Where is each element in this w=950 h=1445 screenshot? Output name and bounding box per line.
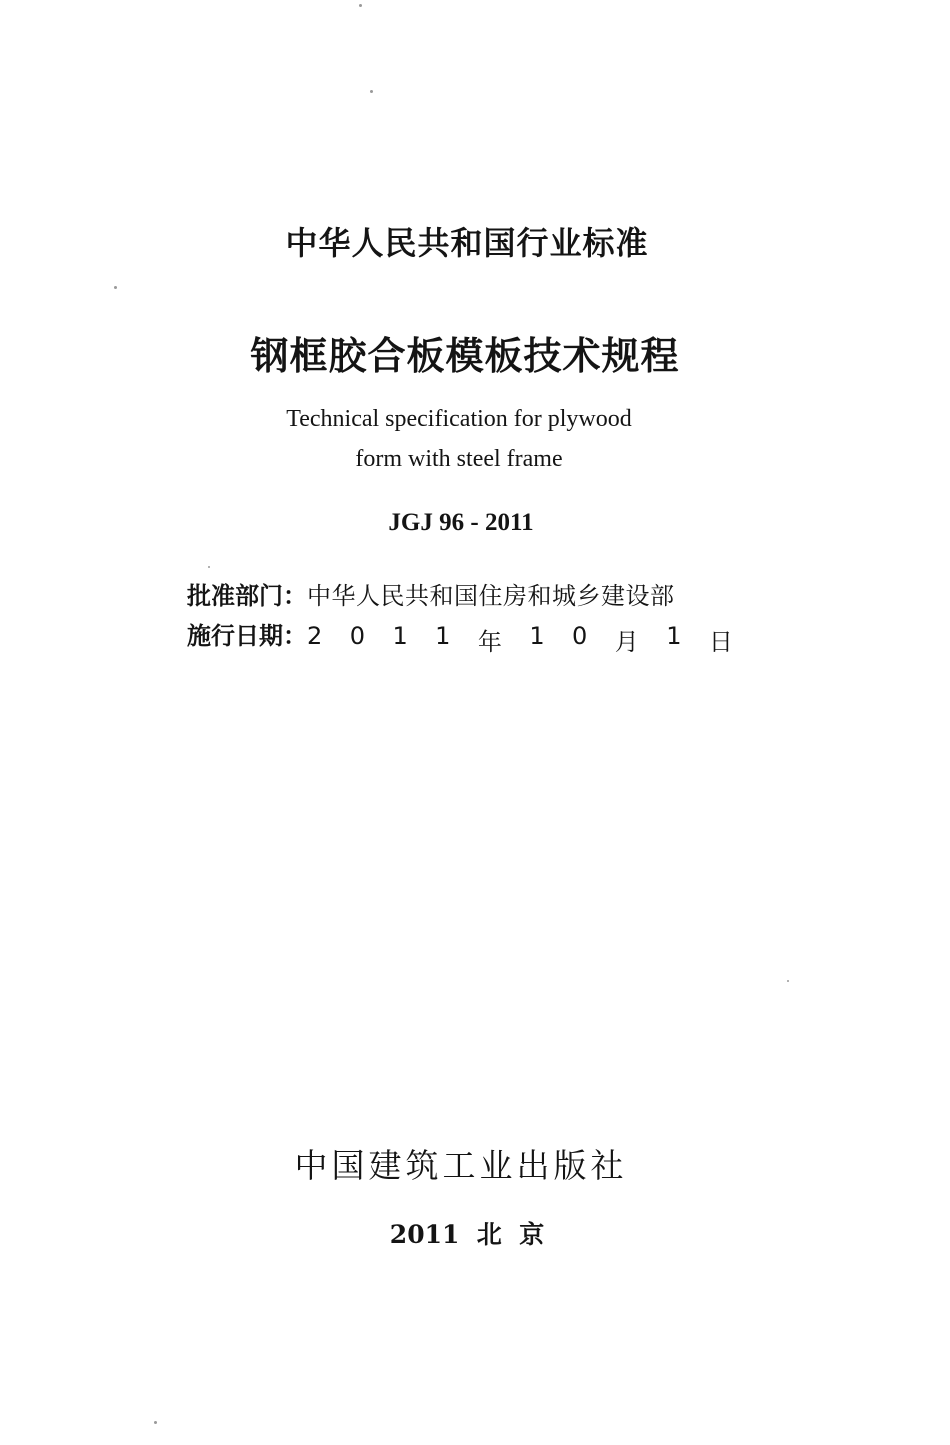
date-char: 2	[307, 622, 323, 650]
date-char: 月	[614, 628, 639, 656]
scan-speck	[787, 980, 789, 982]
publisher-name: 中国建筑工业出版社	[294, 1146, 628, 1185]
document-title-chinese: 钢框胶合板模板技术规程	[250, 334, 680, 378]
scan-speck	[114, 286, 117, 289]
scan-speck	[370, 90, 373, 93]
date-char: 0	[349, 622, 365, 650]
industry-standard-heading: 中华人民共和国行业标准	[285, 224, 649, 262]
standard-code: JGJ 96 - 2011	[388, 509, 534, 536]
publication-year-city: 2011 北 京	[389, 1220, 545, 1249]
document-title-english-line-2: form with steel frame	[355, 446, 563, 472]
date-char: 1	[392, 622, 408, 650]
approval-department-row	[187, 576, 733, 611]
implementation-date-value	[307, 622, 733, 657]
scan-speck	[208, 566, 210, 568]
date-char: 1	[435, 622, 451, 650]
date-char: 0	[572, 622, 588, 650]
implementation-date-label: 施行日期：	[187, 622, 307, 650]
date-char: 日	[708, 628, 733, 656]
date-char: 1	[529, 622, 545, 650]
approval-department-label: 批准部门：	[187, 582, 307, 610]
scan-speck	[154, 1421, 157, 1424]
document-title-english-line-1: Technical specification for plywood	[286, 406, 632, 432]
date-char: 1	[666, 622, 682, 650]
implementation-date-row	[187, 616, 733, 657]
approval-department-value: 中华人民共和国住房和城乡建设部	[307, 582, 675, 610]
date-char: 年	[477, 628, 502, 656]
scan-speck	[359, 4, 362, 7]
